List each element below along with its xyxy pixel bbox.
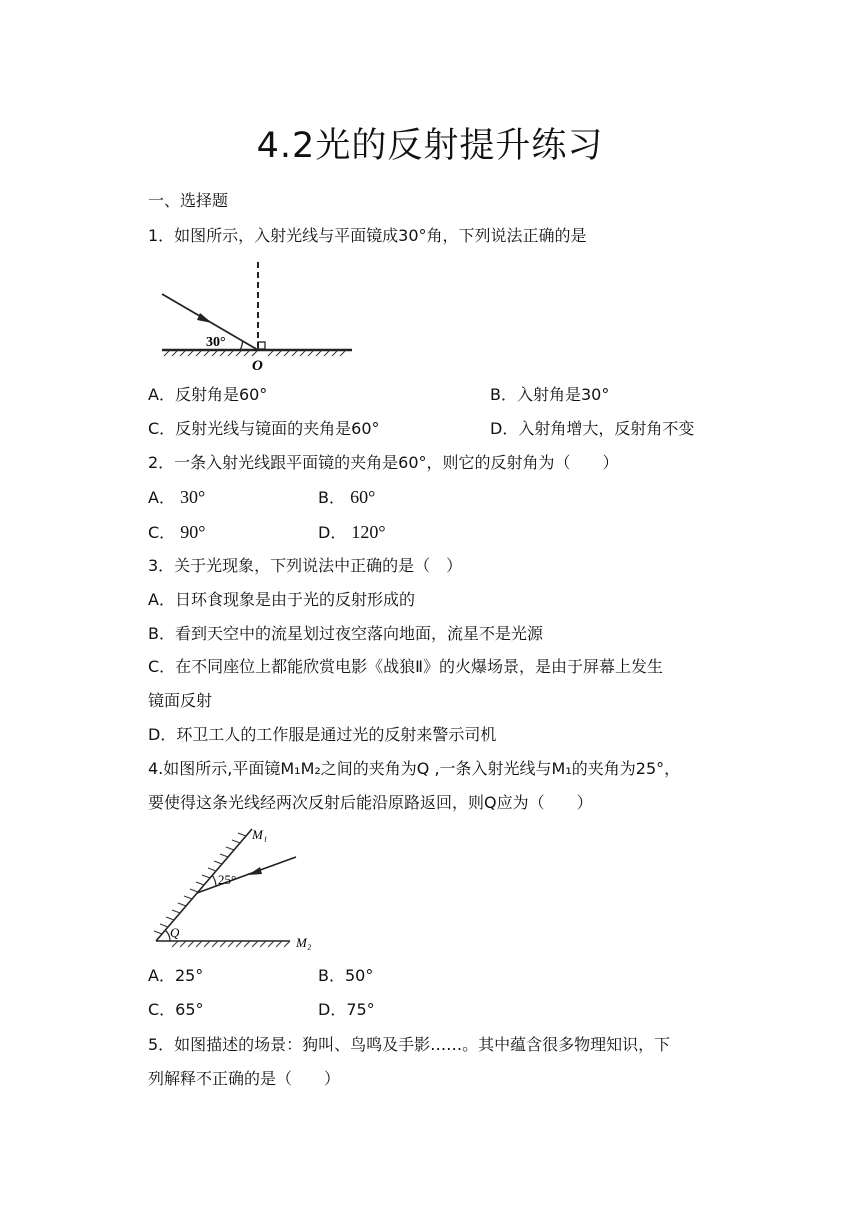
q2-option-a-letter: A． xyxy=(148,488,175,507)
m1-label: M₁ xyxy=(252,827,268,842)
section-heading: 一、选择题 xyxy=(148,191,229,210)
q4-mirror-diagram xyxy=(150,823,325,953)
question-4-stem-line2: 要使得这条光线经两次反射后能沿原路返回，则Q应为（ ） xyxy=(148,793,593,812)
q2-option-c-value: 90° xyxy=(180,522,206,542)
question-2-stem: 2．一条入射光线跟平面镜的夹角是60°，则它的反射角为（ ） xyxy=(148,453,619,472)
question-3-stem: 3．关于光现象，下列说法中正确的是（ ） xyxy=(148,556,463,575)
angle-arc xyxy=(212,875,216,886)
q3-option-c-line2: 镜面反射 xyxy=(148,691,213,710)
m2-label: M₂ xyxy=(296,935,312,950)
q2-option-c-letter: C． xyxy=(148,523,176,542)
q2-option-b-letter: B． xyxy=(318,488,345,507)
question-5-stem-line1: 5．如图描述的场景：狗叫、鸟鸣及手影……。其中蕴含很多物理知识，下 xyxy=(148,1035,671,1054)
q2-option-b xyxy=(318,487,375,508)
q2-option-d xyxy=(318,522,386,543)
q2-option-c xyxy=(148,522,205,543)
q2-option-a xyxy=(148,487,205,508)
q1-option-a: A．反射角是60° xyxy=(148,385,268,404)
q1-option-d: D．入射角增大，反射角不变 xyxy=(490,419,695,438)
q3-option-a: A．日环食现象是由于光的反射形成的 xyxy=(148,590,415,609)
q4-option-d: D．75° xyxy=(318,1000,375,1019)
q2-option-d-letter: D． xyxy=(318,523,347,542)
incident-arrow-icon xyxy=(197,313,212,323)
q1-mirror-diagram xyxy=(160,258,360,373)
page-title: 4.2光的反射提升练习 xyxy=(256,126,604,166)
question-4-stem-line1: 4.如图所示,平面镜M₁M₂之间的夹角为Q ,一条入射光线与M₁的夹角为25°， xyxy=(148,759,681,778)
q3-option-d: D．环卫工人的工作服是通过光的反射来警示司机 xyxy=(148,725,497,744)
q1-option-b: B．入射角是30° xyxy=(490,385,610,404)
q2-option-d-value: 120° xyxy=(351,522,386,542)
q3-option-c-line1: C．在不同座位上都能欣赏电影《战狼Ⅱ》的火爆场景，是由于屏幕上发生 xyxy=(148,657,664,676)
question-5-stem-line2: 列解释不正确的是（ ） xyxy=(148,1069,341,1088)
angle-arc xyxy=(240,341,243,350)
q4-option-c: C．65° xyxy=(148,1000,204,1019)
q4-option-b: B．50° xyxy=(318,966,374,985)
q2-option-a-value: 30° xyxy=(180,487,206,507)
right-angle-mark xyxy=(258,342,265,349)
angle-label: 30° xyxy=(206,335,226,350)
question-1-stem: 1．如图所示，入射光线与平面镜成30°角，下列说法正确的是 xyxy=(148,226,587,245)
point-label: O xyxy=(252,358,263,373)
q3-option-b: B．看到天空中的流星划过夜空落向地面，流星不是光源 xyxy=(148,624,543,643)
mirror-m2-hatching xyxy=(172,941,290,947)
incident-arrow-icon xyxy=(248,867,262,875)
q-angle-label: Q xyxy=(170,925,180,940)
q4-option-a: A．25° xyxy=(148,966,204,985)
q1-option-c: C．反射光线与镜面的夹角是60° xyxy=(148,419,380,438)
q2-option-b-value: 60° xyxy=(350,487,376,507)
angle-label: 25° xyxy=(218,872,237,887)
